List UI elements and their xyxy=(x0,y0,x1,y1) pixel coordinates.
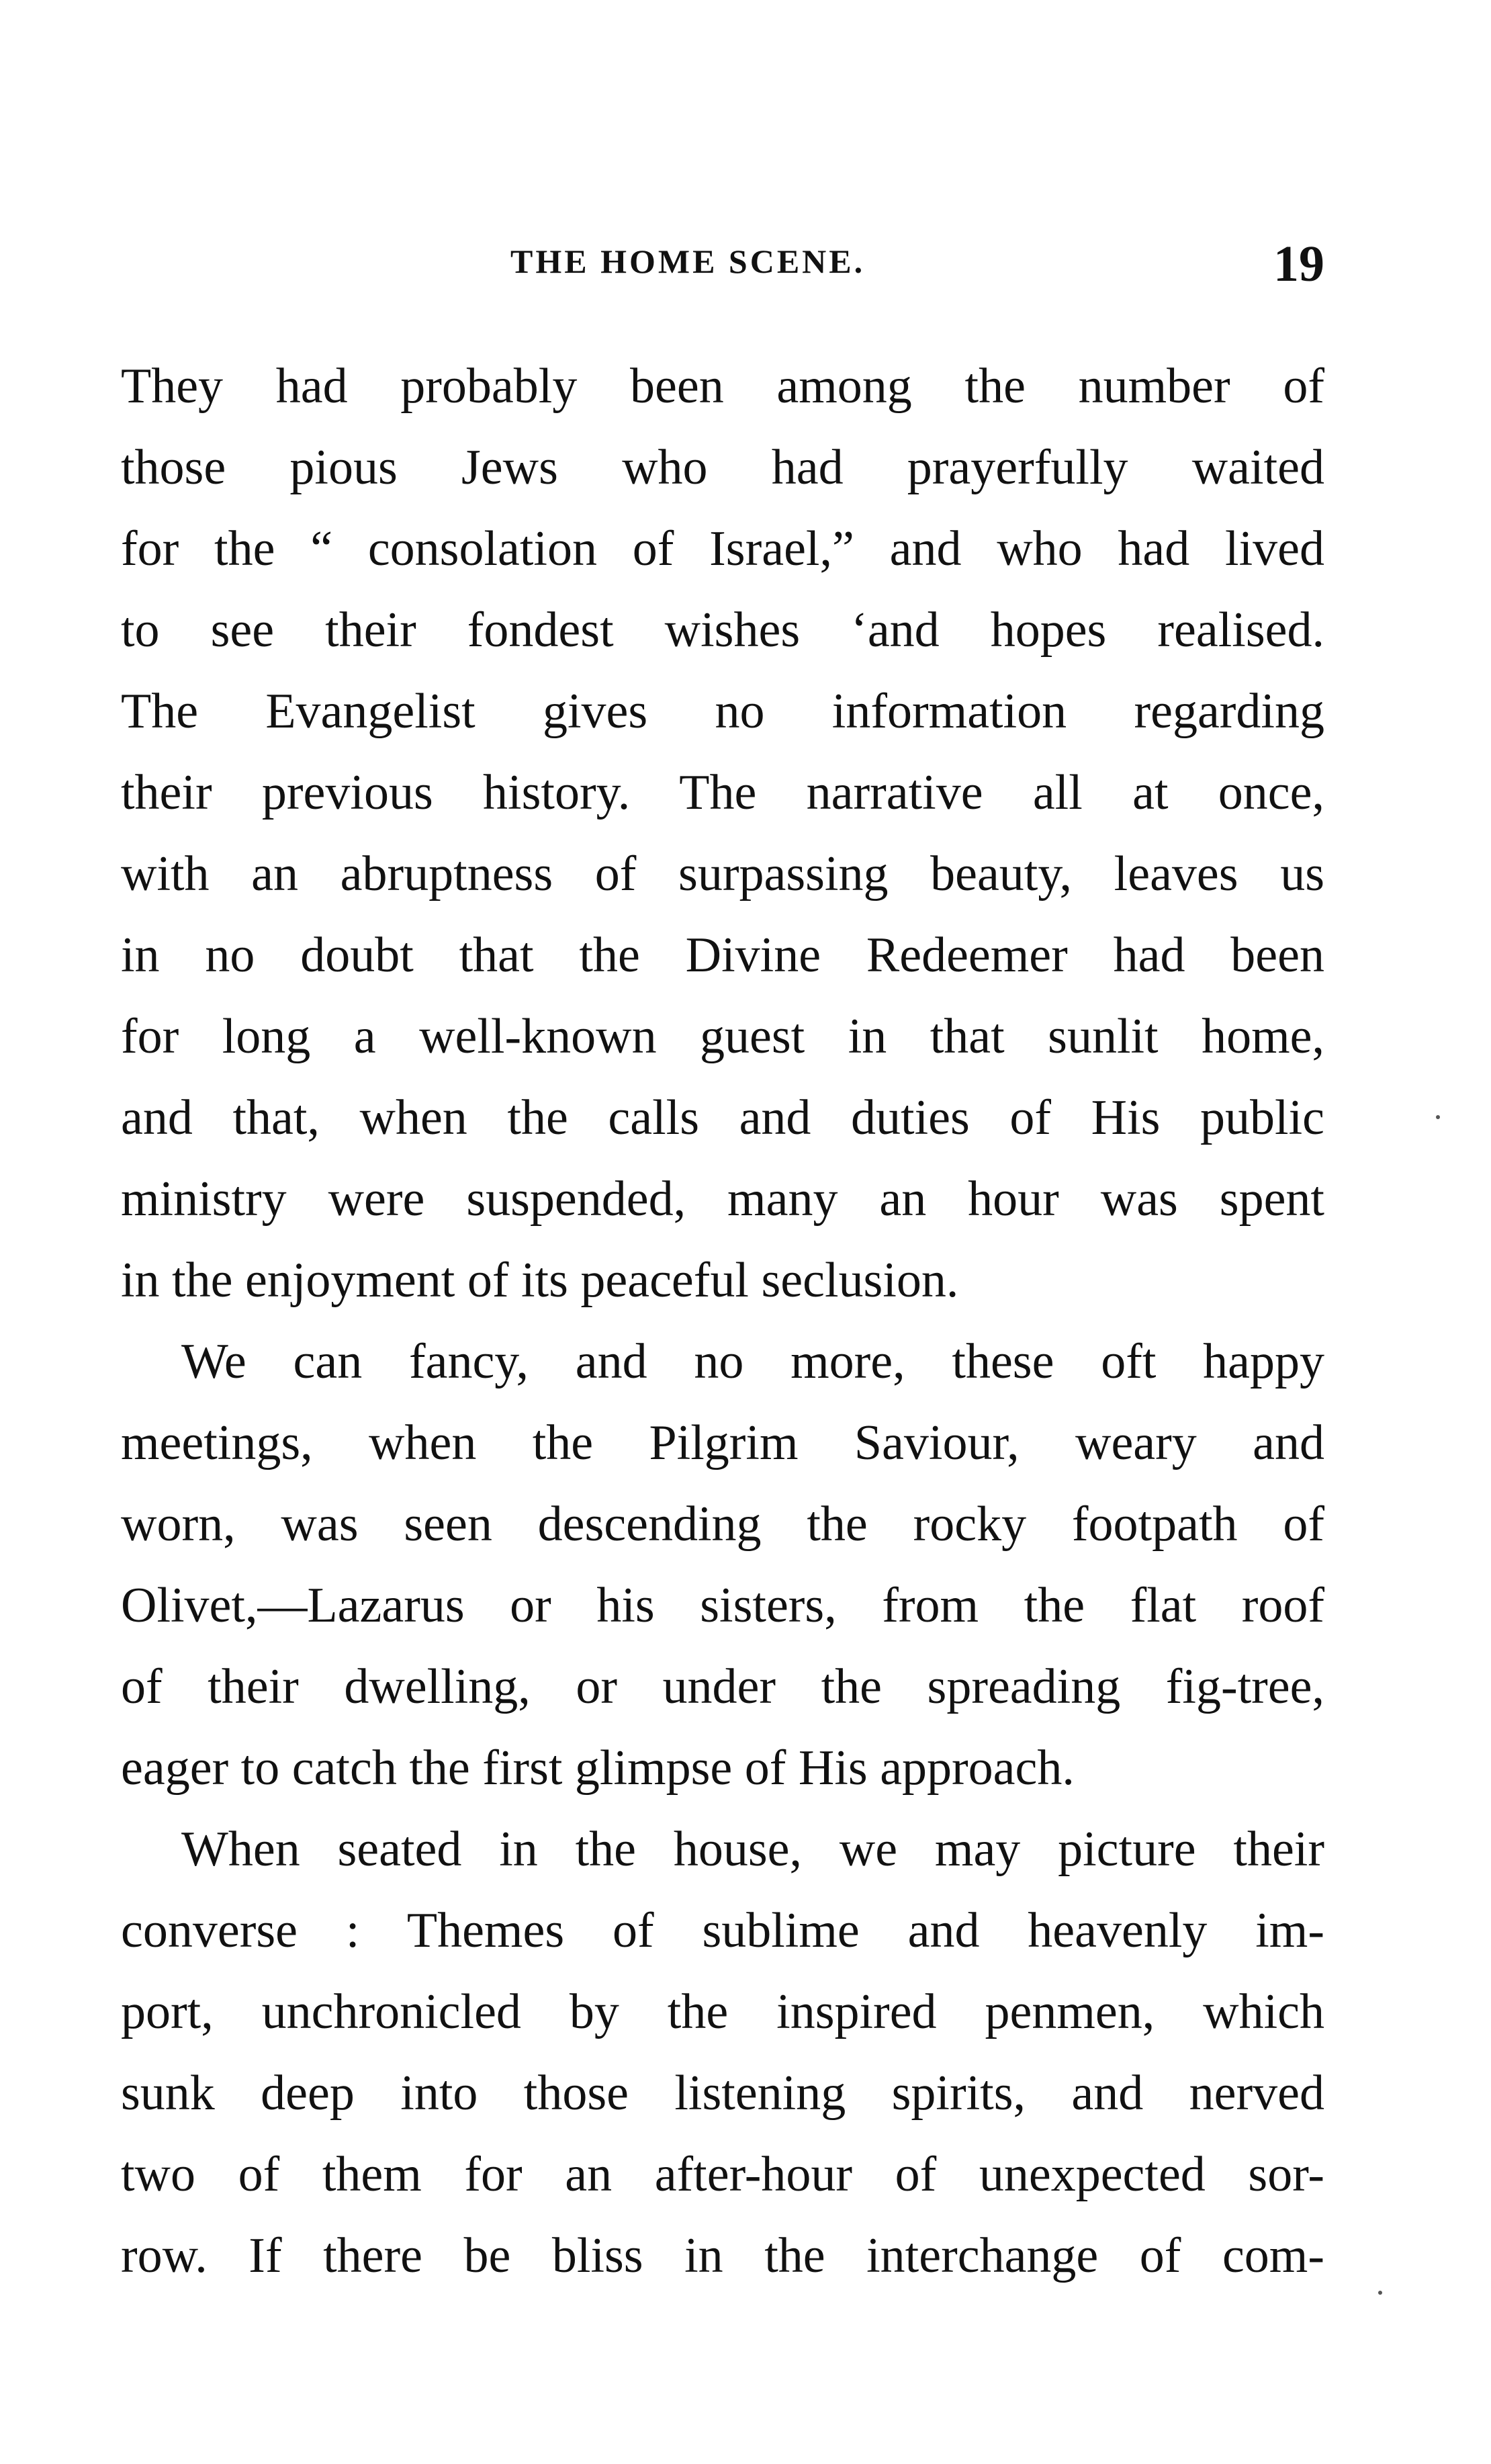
text-line: eager to catch the first glimpse of His approach. xyxy=(121,1741,1075,1796)
body-text xyxy=(121,346,1324,2297)
text-line: port, unchronicled by the inspired penmen, which xyxy=(121,1984,1324,2039)
text-line: worn, was seen descending the rocky footpath of xyxy=(121,1497,1324,1552)
text-line: converse : Themes of sublime and heavenly im- xyxy=(121,1903,1324,1958)
text-line: for the “ consolation of Israel,” and who had lived xyxy=(121,521,1324,576)
text-line: They had probably been among the number of xyxy=(121,359,1324,414)
text-line: of their dwelling, or under the spreading fig-tree, xyxy=(121,1659,1324,1714)
text-line: row. If there be bliss in the interchange of com- xyxy=(121,2228,1324,2283)
page-number: 19 xyxy=(1273,236,1324,292)
text-line: sunk deep into those listening spirits, and nerved xyxy=(121,2066,1324,2121)
text-line: in no doubt that the Divine Redeemer had been xyxy=(121,928,1324,983)
text-line: Olivet,—Lazarus or his sisters, from the flat roof xyxy=(121,1578,1324,1633)
text-line: The Evangelist gives no information regarding xyxy=(121,684,1324,739)
text-line: meetings, when the Pilgrim Saviour, weary and xyxy=(121,1415,1324,1470)
running-head xyxy=(121,235,1324,296)
text-line: in the enjoyment of its peaceful seclusion. xyxy=(121,1253,959,1308)
scan-speck xyxy=(1378,2291,1382,2295)
running-head-title: THE HOME SCENE. xyxy=(510,243,866,280)
text-line: for long a well-known guest in that sunlit home, xyxy=(121,1009,1324,1064)
text-line: and that, when the calls and duties of His public xyxy=(121,1090,1324,1145)
text-line: to see their fondest wishes ‘and hopes realised. xyxy=(121,603,1324,658)
text-line: When seated in the house, we may picture their xyxy=(181,1822,1324,1877)
text-line: those pious Jews who had prayerfully waited xyxy=(121,440,1324,495)
text-line: two of them for an after-hour of unexpected sor- xyxy=(121,2147,1324,2202)
text-line: with an abruptness of surpassing beauty, leaves us xyxy=(121,846,1324,901)
scan-speck xyxy=(1436,1115,1440,1119)
text-line: their previous history. The narrative all at once, xyxy=(121,765,1324,820)
text-line: We can fancy, and no more, these oft happy xyxy=(181,1334,1324,1389)
text-line: ministry were suspended, many an hour was spent xyxy=(121,1172,1324,1227)
